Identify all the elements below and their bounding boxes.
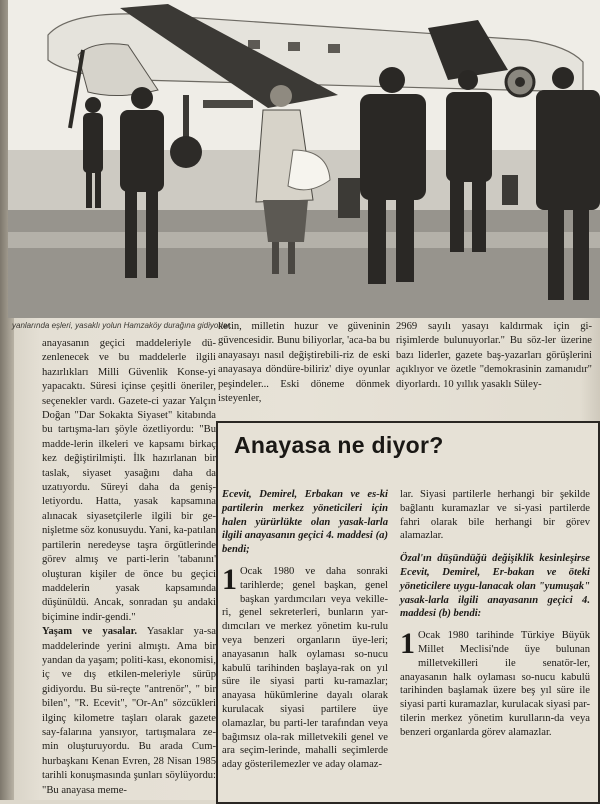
article-column-3: [396, 320, 592, 392]
sidebar-intro-a: Ecevit, Demirel, Erbakan ve es-ki partilerin merkez yöneticileri için halen yürürlükte olan yasak-larla ilgili anayasanın geçici 4. maddesi (a) bendi;: [222, 489, 388, 556]
sidebar-box-title: Anayasa ne diyor?: [234, 432, 444, 458]
sidebar-body-b: [400, 629, 590, 739]
article-column-1: [42, 337, 216, 798]
article-paragraph-text: Yasaklar ya-sa maddelerinde yerini almıştı. Ama bir yandan da yaşam; politi-kası, ekonomisi, iç ve dış etkilen-meleriyle sürüp gidiyordu. Bu sü-reçte "antrenör", " bir bilen", "R. Ecevit", "Or-An" sözcükleri ilginç kilometre taşları olarak gazete say-falarına yansıyor, tartışmalara ze-min oluşturuyordu. Bu arada Cum-hurbaşkanı Kenan Evren, 28 Nisan 1985 tarihli konuşmasında şunları söylüyordu: "Bu anayasa meme-: [42, 626, 216, 796]
sidebar-box-column-right: [400, 488, 590, 740]
drop-cap: 1: [222, 562, 237, 596]
article-column-2: [218, 320, 390, 406]
article-paragraph: 2969 sayılı yasayı kaldırmak için gi-rişimlerde bulunuyorlar." Bu söz-ler üzerine bazı liderler, gazete baş-yazarları görüşlerini açıklıyor ve özetle "demokrasinin zamanıdır" diyorlardı. 10 yıllık yasaklı Süley-: [396, 321, 592, 390]
news-photo: [8, 0, 600, 318]
sidebar-body-a-text: Ocak 1980 ve daha sonraki tarihlerde; genel başkan, genel başkan yardımcıları veya vekille-ri, genel sekreterleri, bunların yar-dımcıları ve merkez yönetim ku-rulu veya benzeri organların üye-leri; anayasanın halk oylaması so-nucu kabulü tarihinden başlaya-rak on yıl süre ile siyasi parti ku-ramazlar; anayasa hükümlerine dayalı olarak kurulacak siyasi partilere üye olamazlar, bu parti-ler tarafından veya bağımsız ola-rak milletvekili genel ve ara seçim-lerinde, mahalli seçimlerde aday gösterilemezler ve aday olamaz-: [222, 565, 388, 771]
subheading-yasam-ve-yasalar: Yaşam ve yasalar.: [42, 626, 138, 638]
sidebar-body-b-text: Ocak 1980 tarihinde Türkiye Büyük Millet Meclisi'nde üye bulunan milletvekilleri ile senatör-ler, anayasanın halk oylaması so-nucu kabulü tarihinden başlamak üzere beş yıl süre ile siyasi parti kuramazlar, kurulacak siyasi par-tilerin merkez yönetim kurulların-da veya benzeri organlarda görev alamazlar.: [400, 630, 590, 738]
article-paragraph: ketin, milletin huzur ve güveninin güvencesidir. Bunu biliyorlar, 'aca-ba bu anayasayı nasıl değiştirebili-riz de eski anayasaya döndüre-biliriz' diye oyunlar peşindeler... Eski döneme dönmek isteyenler,: [218, 321, 390, 405]
photo-caption: yanlarında eşleri, yasaklı yolun Hamzaköy durağına gidiyorlar.: [12, 321, 232, 330]
sidebar-body-a-continued: lar. Siyasi partilerle herhangi bir şekilde bağlantı kuramazlar ve si-yasi partilerde fahri olarak bile herhangi bir görev alamazlar.: [400, 489, 590, 542]
sidebar-body-a: [222, 562, 388, 772]
article-paragraph-2: [42, 625, 216, 798]
sidebar-intro-b: Özal'ın düşündüğü değişiklik kesinleşirse Ecevit, Demirel, Er-bakan ve öteki yöneticilere uygu-lanacak olan "yumuşak" yasak-larla ilgili anayasanın geçici 4. maddesi (b) bendi:: [400, 553, 590, 620]
sidebar-box-column-left: [222, 488, 388, 772]
article-paragraph: anayasanın geçici maddeleriyle dü-zenlenecek ve bu maddelerle ilgili hazırlıkları Milli Güvenlik Konse-yi yapacaktı. Süresi içinse çeşitli öneriler, seçenekler vardı. Gazete-ci yazar Yalçın Doğan "Dar Sokakta Siyaset" kitabında bu tartışma-ları şöyle özetliyordu: "Bu madde-lerin ilkeleri ve kapsamı birkaç kez değiştirilmişti. İlk hazırlanan bir taslak, siyaset yasağını daha da uzatıyordu. Süreyi daha da geniş-letiyordu. Hatta, yasak kapsamına alınacak siyasetçilerle ilgili bir ge-nişletme söz konusuydu. Yani, ka-patılan partilerin neredeyse taşra örgütlerinde görev almış ve parti-lerin 'tabanını' oluşturan kişiler de önce bu geçici maddelerin yasak kapsamında düşünüldü. Ancak, sonradan şu andaki biçimine indir-gendi.": [42, 338, 216, 623]
airport-scene-illustration: [8, 0, 600, 318]
drop-cap: 1: [400, 627, 415, 661]
